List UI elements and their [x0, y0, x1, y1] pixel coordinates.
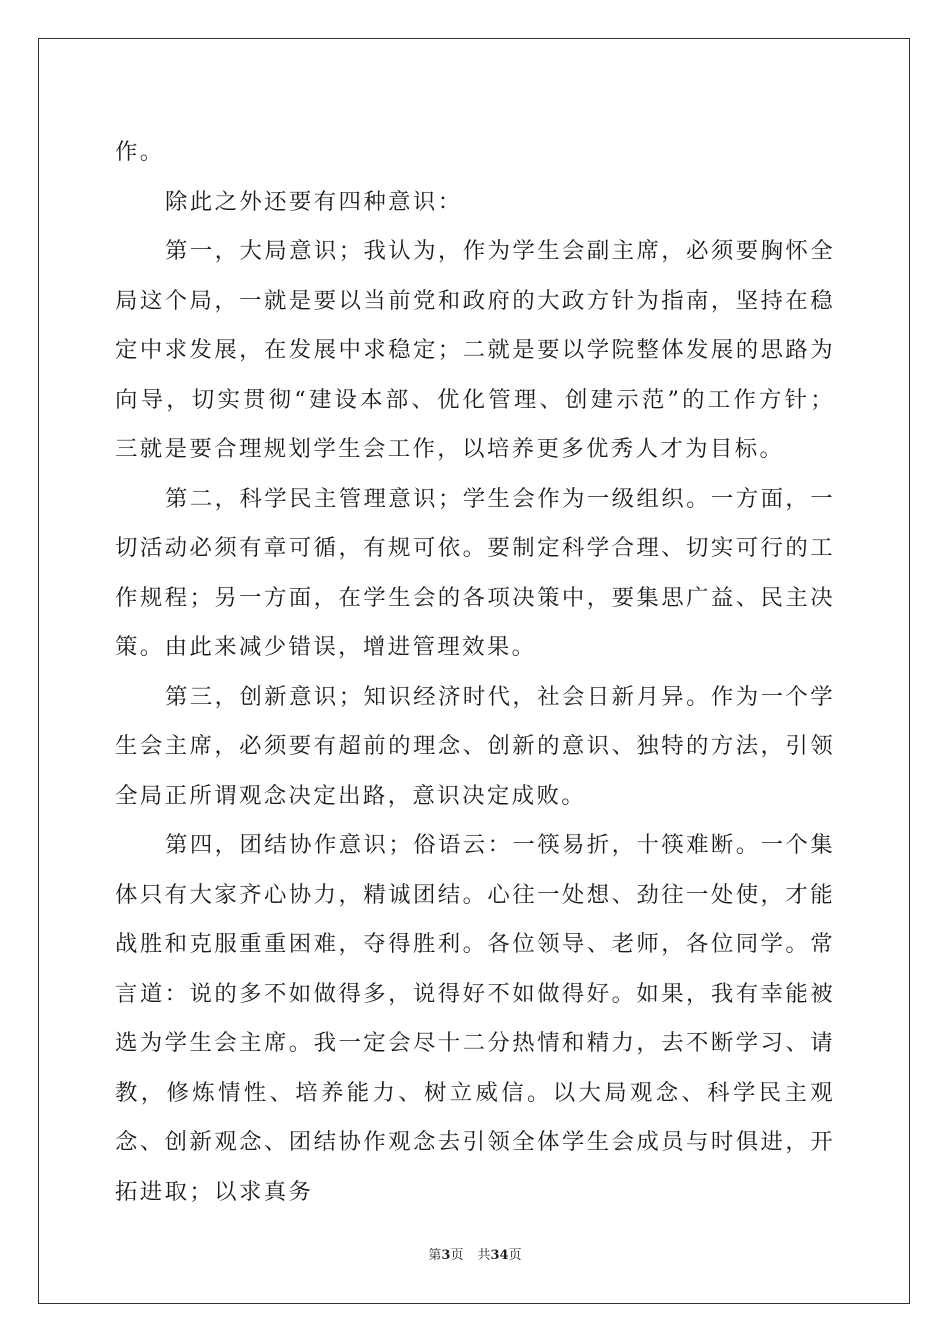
page-footer	[0, 1247, 950, 1265]
paragraph: 第二，科学民主管理意识；学生会作为一级组织。一方面，一切活动必须有章可循，有规可依。要制定科学合理、切实可行的工作规程；另一方面，在学生会的各项决策中，要集思广益、民主决策。由此来减少错误，增进管理效果。	[115, 485, 835, 660]
paragraph: 第一，大局意识；我认为，作为学生会副主席，必须要胸怀全局这个局，一就是要以当前党和政府的大政方针为指南，坚持在稳定中求发展，在发展中求稳定；二就是要以学院整体发展的思路为向导，切实贯彻“建设本部、优化管理、创建示范”的工作方针；三就是要合理规划学生会工作，以培养更多优秀人才为目标。	[115, 238, 835, 462]
total-pages-suffix: 页	[508, 1248, 522, 1263]
page-number-suffix: 页	[450, 1248, 464, 1263]
total-pages-prefix: 共	[477, 1248, 491, 1263]
page-number: 3	[441, 1248, 451, 1263]
paragraph: 除此之外还要有四种意识：	[165, 188, 463, 215]
paragraph: 第四，团结协作意识；俗语云：一筷易折，十筷难断。一个集体只有大家齐心协力，精诚团结。心往一处想、劲往一处使，才能战胜和克服重重困难，夺得胜利。各位领导、老师，各位同学。常言道：说的多不如做得多，说得好不如做得好。如果，我有幸能被选为学生会主席。我一定会尽十二分热情和精力，去不断学习、请教，修炼情性、培养能力、树立威信。以大局观念、科学民主观念、创新观念、团结协作观念去引领全体学生会成员与时俱进，开拓进取；以求真务	[115, 832, 835, 1205]
paragraph: 第三，创新意识；知识经济时代，社会日新月异。作为一个学生会主席，必须要有超前的理念、创新的意识、独特的方法，引领全局正所谓观念决定出路，意识决定成败。	[115, 683, 835, 809]
total-pages: 34	[490, 1248, 509, 1263]
paragraph: 作。	[115, 139, 165, 165]
page-number-prefix: 第	[428, 1248, 442, 1263]
document-body	[115, 128, 835, 1217]
